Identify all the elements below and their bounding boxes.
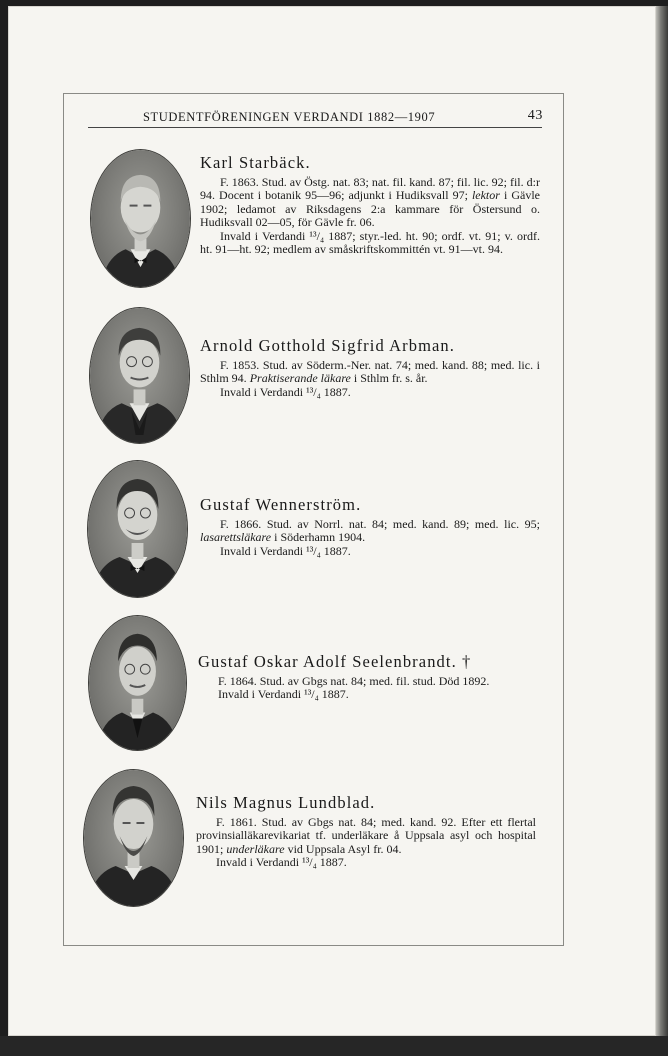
entry-membership: Invald i Verdandi ¹³/₄ 1887; styr.-led. ht. 90; ordf. vt. 91; v. ordf. ht. 91—ht. 92; medlem av småskriftskommittén vt. 91—vt. 94. — [200, 228, 540, 257]
biography-entry — [196, 793, 536, 870]
entry-biography: F. 1861. Stud. av Gbgs nat. 84; med. kand. 92. Efter ett flertal provinsialläkarevikariat tf. underläkare å Uppsala asyl och hospital 1901; underläkare vid Uppsala Asyl fr. 04. — [196, 815, 536, 856]
portrait-gustaf-wennerstrom — [88, 461, 187, 597]
entry-title-italic: Praktiserande läkare — [249, 371, 351, 386]
running-head-title: STUDENTFÖRENINGEN VERDANDI 1882—1907 — [143, 110, 436, 124]
entry-name: Nils Magnus Lundblad. — [196, 793, 376, 812]
book-page-edge — [656, 6, 668, 1046]
entry-biography: F. 1864. Stud. av Gbgs nat. 84; med. fil. stud. Död 1892. — [218, 674, 490, 688]
entry-name: Gustaf Wennerström. — [200, 495, 362, 514]
portrait-gustaf-seelenbrandt — [89, 616, 186, 750]
entry-membership: Invald i Verdandi ¹³/₄ 1887. — [216, 855, 347, 870]
page-number: 43 — [527, 108, 543, 123]
entry-membership: Invald i Verdandi ¹³/₄ 1887. — [220, 543, 351, 558]
scan-bottom-band — [0, 1036, 668, 1056]
entry-title-italic: lasarettsläkare — [200, 530, 272, 545]
portrait-arnold-arbman — [90, 308, 189, 443]
biography-entry — [200, 495, 540, 558]
portrait-nils-lundblad — [84, 770, 183, 906]
entry-membership: Invald i Verdandi ¹³/₄ 1887. — [220, 384, 351, 399]
entry-membership: Invald i Verdandi ¹³/₄ 1887. — [218, 687, 349, 702]
header-rule — [88, 127, 542, 128]
entry-biography: F. 1853. Stud. av Söderm.-Ner. nat. 74; med. kand. 88; med. lic. i Sthlm 94. Praktiserande läkare i Sthlm fr. s. år. — [200, 358, 540, 386]
entry-name: Arnold Gotthold Sigfrid Arbman. — [200, 336, 456, 355]
biography-entry — [200, 336, 540, 399]
entry-title-italic: lektor — [471, 188, 500, 203]
running-head — [143, 108, 543, 128]
portrait-karl-starback — [91, 150, 190, 287]
entry-title-italic: underläkare — [226, 841, 285, 856]
entry-name: Karl Starbäck. — [200, 153, 311, 172]
entry-name: Gustaf Oskar Adolf Seelenbrandt. † — [198, 652, 472, 671]
biography-entry — [200, 153, 540, 256]
entry-biography: F. 1866. Stud. av Norrl. nat. 84; med. kand. 89; med. lic. 95; lasarettsläkare i Söderhamn 1904. — [200, 517, 540, 545]
biography-entry — [198, 652, 538, 702]
entry-biography: F. 1863. Stud. av Östg. nat. 83; nat. fil. kand. 87; fil. lic. 92; fil. d:r 94. Docent i botanik 95—96; adjunkt i Hudiksvall 97; lektor i Gävle 1902; ledamot av Riksdagens 2:a kammare för Östersund o. Hudiksvall 02—05, för Gävle fr. 06. — [200, 175, 540, 230]
